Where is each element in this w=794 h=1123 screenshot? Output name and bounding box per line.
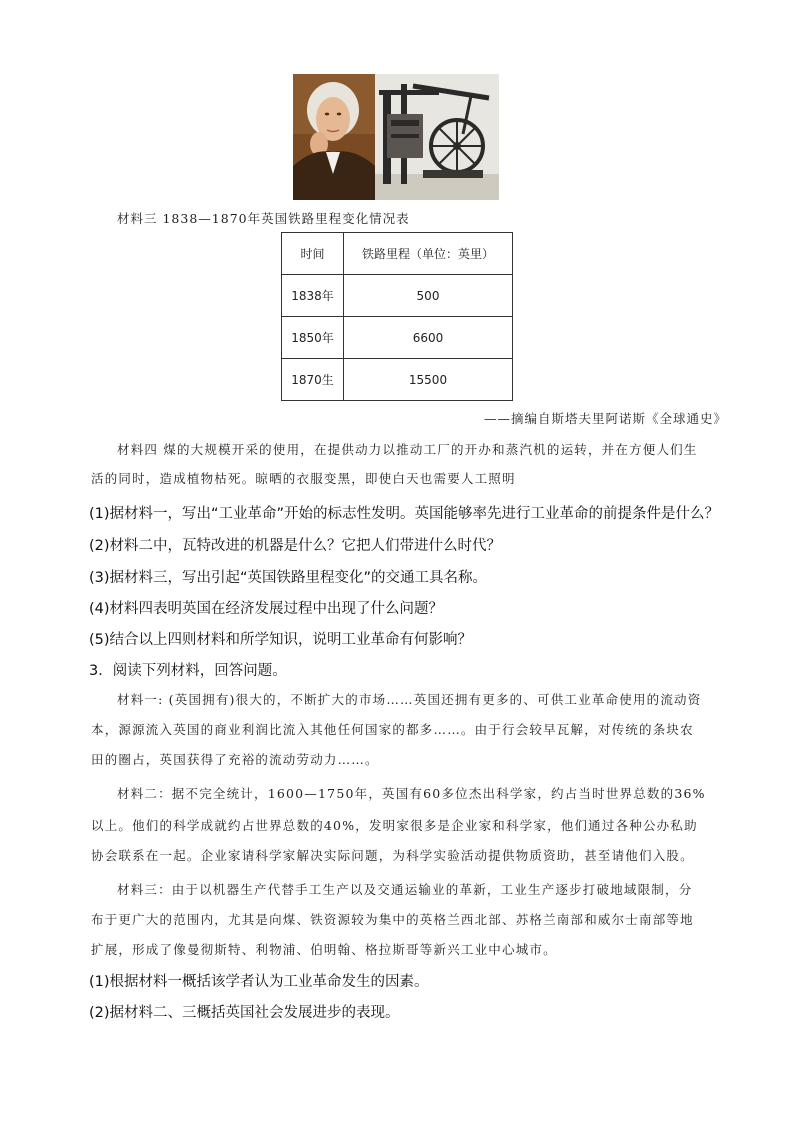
table-cell-mileage: 15500: [344, 359, 513, 401]
q3-material2-line2: 以上。他们的科学成就约占世界总数的40%，发明家很多是企业家和科学家，他们通过各种公办私助: [91, 818, 698, 833]
material3-source: ——摘编自斯塔夫里阿诺斯《全球通史》: [484, 411, 728, 426]
q3-material1-line1: 材料一: (英国拥有)很大的，不断扩大的市场……英国还拥有更多的、可供工业革命使用的流动资: [117, 692, 702, 707]
q3-material3-line1: 材料三：由于以机器生产代替手工生产以及交通运输业的革新，工业生产逐步打破地域限制，分: [117, 882, 693, 897]
table-cell-mileage: 6600: [344, 317, 513, 359]
q3-material3-line2: 布于更广大的范围内，尤其是向煤、铁资源较为集中的英格兰西北部、苏格兰南部和威尔士南部等地: [91, 912, 694, 927]
table-header-mileage: 铁路里程（单位：英里）: [344, 233, 513, 275]
q3-material1-line2: 本，源源流入英国的商业利润比流入其他任何国家的都多……。由于行会较早瓦解，对传统的条块农: [91, 722, 694, 737]
table-row: [282, 359, 513, 401]
section-3-heading: 3．阅读下列材料，回答问题。: [89, 663, 287, 679]
material4-line2: 活的同时，造成植物枯死。晾晒的衣服变黑，即使白天也需要人工照明: [91, 471, 516, 486]
q3-material3-line3: 扩展，形成了像曼彻斯特、利物浦、伯明翰、格拉斯哥等新兴工业中心城市。: [91, 942, 557, 957]
q3-material1-line3: 田的圈占，英国获得了充裕的流动劳动力……。: [91, 752, 379, 767]
q3-material2-line3: 协会联系在一起。企业家请科学家解决实际问题，为科学实验活动提供物质资助，甚至请他们入股。: [91, 848, 694, 863]
material4-line1: 材料四 煤的大规模开采的使用，在提供动力以推动工厂的开办和蒸汽机的运转，并在方便人们生: [117, 442, 698, 457]
table-cell-year: 1870生: [282, 359, 344, 401]
table-row: [282, 275, 513, 317]
question-4: (4)材料四表明英国在经济发展过程中出现了什么问题？: [89, 601, 444, 617]
table-header-row: [282, 233, 513, 275]
table-cell-year: 1850年: [282, 317, 344, 359]
table-cell-mileage: 500: [344, 275, 513, 317]
table-row: [282, 317, 513, 359]
table-cell-year: 1838年: [282, 275, 344, 317]
watt-steam-engine-image: [293, 74, 499, 200]
material3-title: 材料三 1838—1870年英国铁路里程变化情况表: [117, 211, 410, 226]
table-header-time: 时间: [282, 233, 344, 275]
question-5: (5)结合以上四则材料和所学知识，说明工业革命有何影响？: [89, 632, 473, 648]
question-3: (3)据材料三，写出引起“英国铁路里程变化”的交通工具名称。: [89, 570, 488, 586]
q3-question-2: (2)据材料二、三概括英国社会发展进步的表现。: [89, 1005, 400, 1021]
q3-question-1: (1)根据材料一概括该学者认为工业革命发生的因素。: [89, 974, 429, 990]
question-1: (1)据材料一，写出“工业革命”开始的标志性发明。英国能够率先进行工业革命的前提条件是什么？: [89, 506, 720, 522]
railway-mileage-table: [281, 232, 513, 401]
question-2: (2)材料二中，瓦特改进的机器是什么？它把人们带进什么时代？: [89, 538, 502, 554]
q3-material2-line1: 材料二：据不完全统计，1600—1750年，英国有60多位杰出科学家，约占当时世界总数的36%: [117, 786, 706, 801]
